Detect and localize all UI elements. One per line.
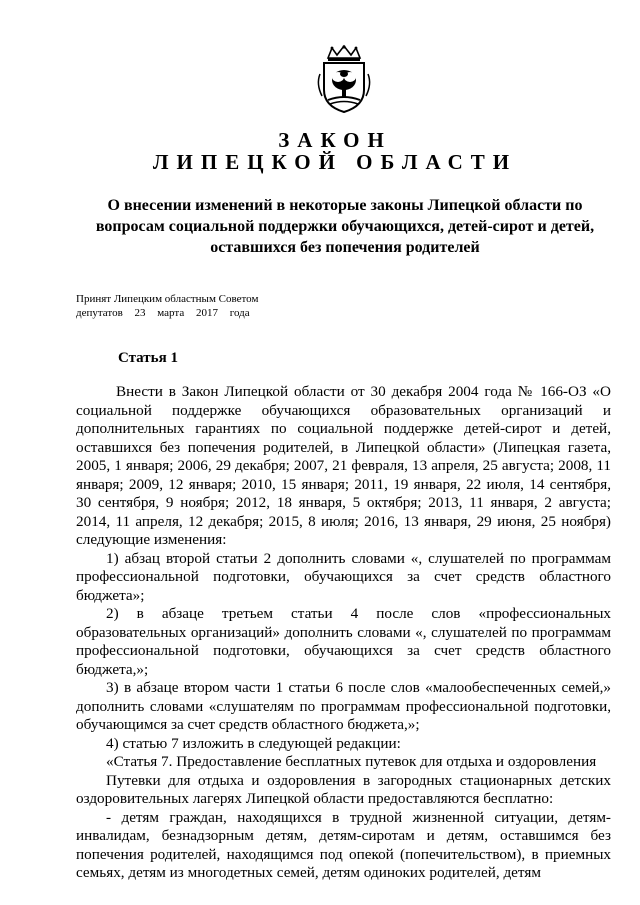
law-subtitle: О внесении изменений в некоторые законы Липецкой области по вопросам социальной поддержки обучающихся, детей-сирот и детей, оставшихся без попечения родителей <box>95 197 595 256</box>
adoption-note-line1: Принят Липецким областным Советом <box>76 293 259 305</box>
paragraph: «Статья 7. Предоставление бесплатных путевок для отдыха и оздоровления <box>106 753 597 770</box>
article-body <box>76 383 611 883</box>
paragraph: 4) статью 7 изложить в следующей редакции: <box>106 734 401 752</box>
paragraph: 3) в абзаце втором части 1 статьи 6 после слов «малообеспеченных семей,» дополнить словами «слушателям по программам профессиональной подготовки, обучающимся за счет средств областного бюджета,»; <box>76 679 611 733</box>
law-title-line2: ЛИПЕЦКОЙ ОБЛАСТИ <box>152 150 518 174</box>
law-title-line1: ЗАКОН <box>278 128 392 152</box>
article-heading: Статья 1 <box>118 350 178 366</box>
paragraph: 2) в абзаце третьем статьи 4 после слов «профессиональных образовательных организаций» дополнить словами «, слушателей по программам профессиональной подготовки, обучающихся за счет средств областного бюджета,»; <box>76 605 611 678</box>
paragraph: 1) абзац второй статьи 2 дополнить словами «, слушателей по программам профессиональной подготовки, обучающихся за счет средств областного бюджета»; <box>76 549 611 604</box>
paragraph: Путевки для отдыха и оздоровления в загородных стационарных детских оздоровительных лагерях Липецкой области предоставляются бесплатно: <box>76 771 611 807</box>
paragraph: - детям граждан, находящихся в трудной жизненной ситуации, детям-инвалидам, безнадзорным детям, детям-сиротам и детям, оставшимся без попечения родителей, находящимся под опекой (попечительством), в приемных семьях, детям из многодетных семей, детям одиноких родителей, детям <box>76 808 611 881</box>
paragraph: Внести в Закон Липецкой области от 30 декабря 2004 года № 166-ОЗ «О социальной поддержке обучающихся образовательных организаций и дополнительных гарантиях по социальной поддержке детей-сирот и детей, оставшихся без попечения родителей, в Липецкой области» (Липецкая газета, 2005, 1 января; 2006, 29 декабря; 2007, 21 февраля, 13 апреля, 25 августа; 2008, 11 января; 2009, 12 января; 2010, 15 января; 2011, 19 января, 22 июля, 14 сентября, 30 сентября, 9 ноября; 2012, 18 января, 5 октября; 2013, 11 января, 2 августа; 2014, 11 апреля, 12 декабря; 2015, 8 июля; 2016, 13 января, 29 июня, 25 ноября) следующие изменения: <box>76 383 611 548</box>
adoption-note <box>76 292 258 320</box>
adoption-note-line2: депутатов 23 марта 2017 года <box>76 307 250 319</box>
coat-of-arms-icon <box>314 44 374 114</box>
